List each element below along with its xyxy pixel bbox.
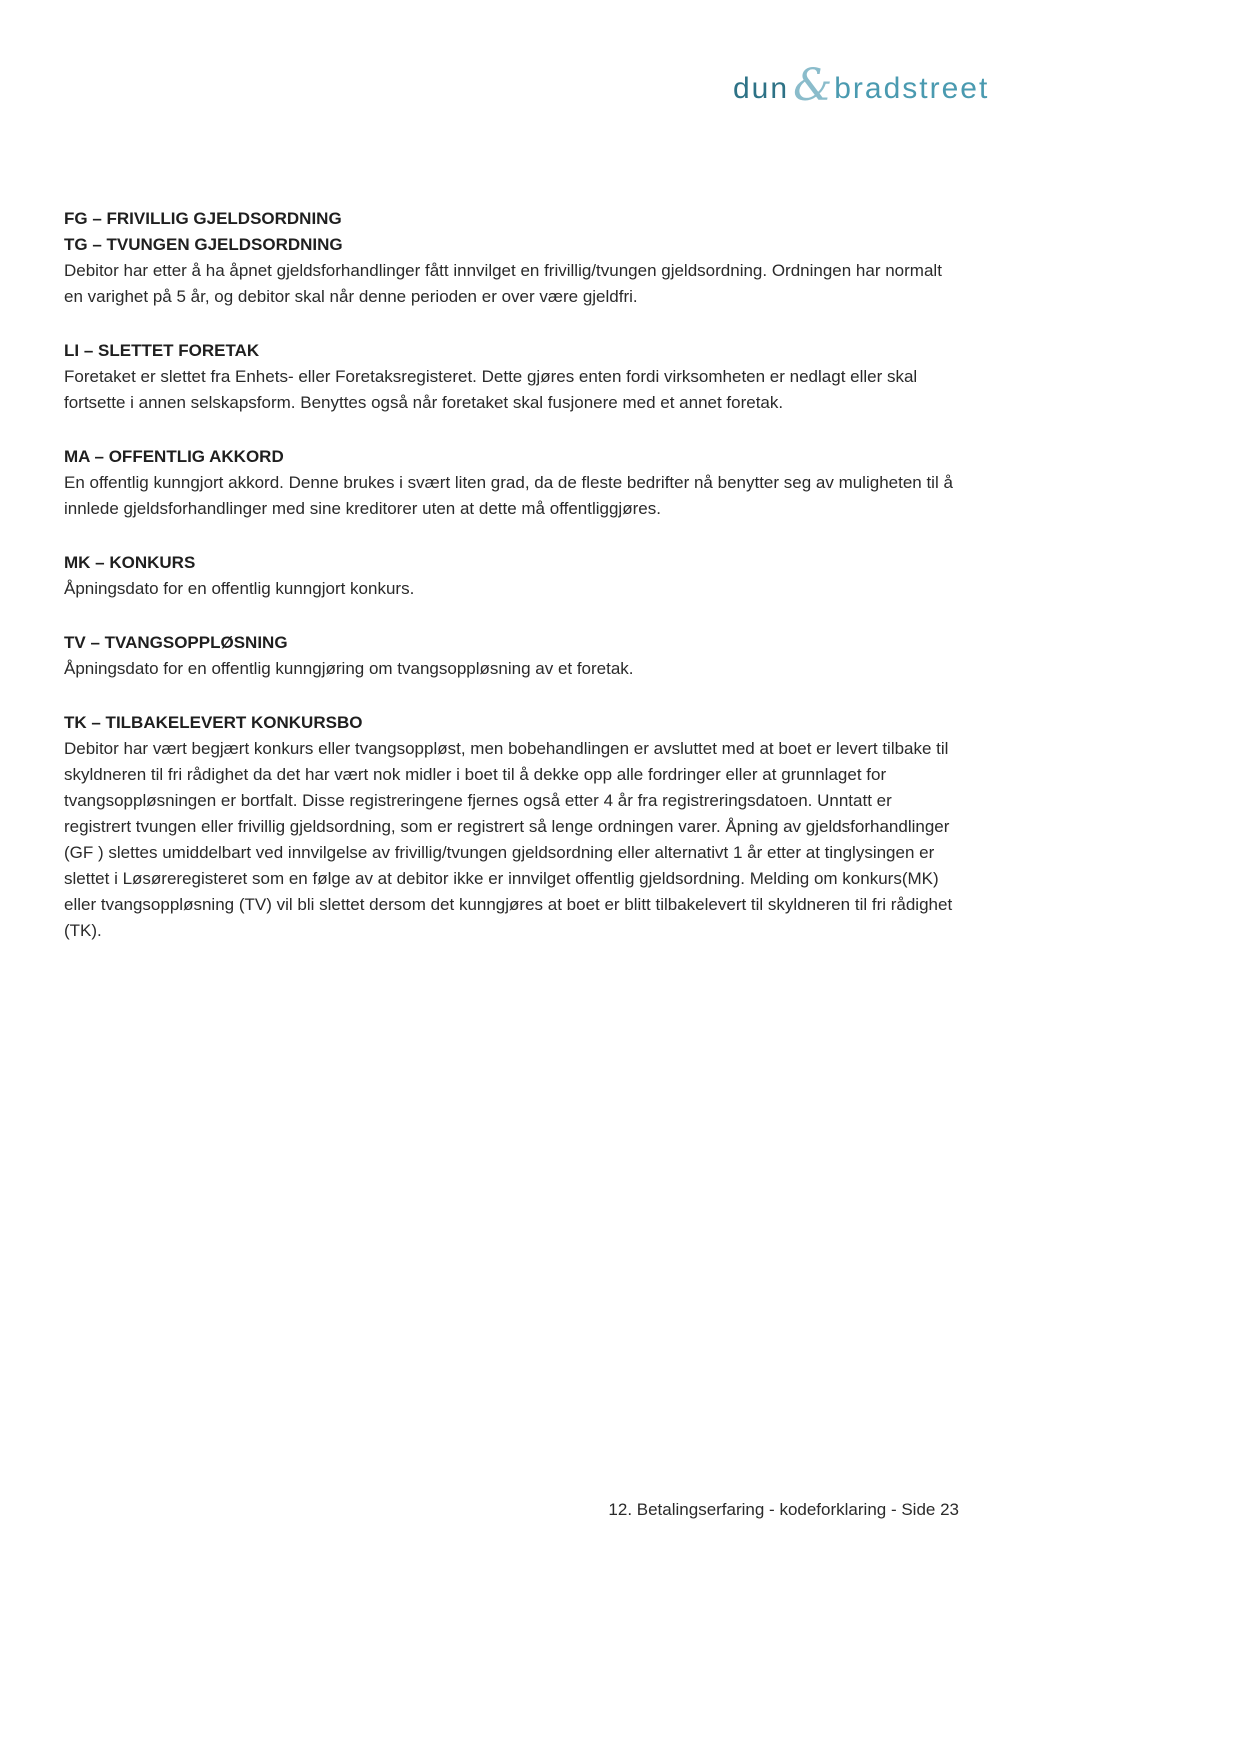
document-content bbox=[64, 206, 959, 972]
page-footer: 12. Betalingserfaring - kodeforklaring - Side 23 bbox=[608, 1500, 959, 1519]
section-body: En offentlig kunngjort akkord. Denne brukes i svært liten grad, da de fleste bedrifter nå benytter seg av muligheten til å innlede gjeldsforhandlinger med sine kreditorer uten at dette må offentliggjøres. bbox=[64, 473, 953, 518]
section-heading-mk: MK – KONKURS bbox=[64, 553, 196, 572]
section-heading-li: LI – SLETTET FORETAK bbox=[64, 341, 260, 360]
logo-word-bradstreet: bradstreet bbox=[834, 72, 990, 105]
code-section-ma bbox=[64, 444, 959, 522]
logo-word-dun: dun bbox=[733, 72, 790, 105]
section-body: Debitor har vært begjært konkurs eller tvangsoppløst, men bobehandlingen er avsluttet med at boet er levert tilbake til skyldneren til fri rådighet da det har vært nok midler i boet til å dekke opp alle fordringer eller at grunnlaget for tvangsoppløsningen er bortfalt. Disse registreringene fjernes også etter 4 år fra registreringsdatoen. Unntatt er registrert tvungen eller frivillig gjeldsordning, som er registrert så lenge ordningen varer. Åpning av gjeldsforhandlinger (GF ) slettes umiddelbart ved innvilgelse av frivillig/tvungen gjeldsordning eller alternativt 1 år etter at tinglysingen er slettet i Løsøreregisteret som en følge av at debitor ikke er innvilget offentlig gjeldsordning. Melding om konkurs(MK) eller tvangsoppløsning (TV) vil bli slettet dersom det kunngjøres at boet er blitt tilbakelevert til skyldneren til fri rådighet (TK). bbox=[64, 739, 953, 940]
section-heading-fg: FG – FRIVILLIG GJELDSORDNING bbox=[64, 209, 342, 228]
section-body: Foretaket er slettet fra Enhets- eller Foretaksregisteret. Dette gjøres enten fordi virksomheten er nedlagt eller skal fortsette i annen selskapsform. Benyttes også når foretaket skal fusjonere med et annet foretak. bbox=[64, 367, 918, 412]
dun-bradstreet-logo: dun & bradstreet bbox=[733, 60, 990, 111]
section-body: Åpningsdato for en offentlig kunngjøring om tvangsoppløsning av et foretak. bbox=[64, 659, 634, 678]
code-section-tk bbox=[64, 710, 959, 944]
code-section-li bbox=[64, 338, 959, 416]
code-section-fg-tg bbox=[64, 206, 959, 310]
code-section-tv bbox=[64, 630, 959, 682]
section-heading-tv: TV – TVANGSOPPLØSNING bbox=[64, 633, 288, 652]
code-section-mk bbox=[64, 550, 959, 602]
section-body: Åpningsdato for en offentlig kunngjort konkurs. bbox=[64, 579, 415, 598]
section-body: Debitor har etter å ha åpnet gjeldsforhandlinger fått innvilget en frivillig/tvungen gjeldsordning. Ordningen har normalt en varighet på 5 år, og debitor skal når denne perioden er over være gjeldfri. bbox=[64, 261, 942, 306]
section-heading-ma: MA – OFFENTLIG AKKORD bbox=[64, 447, 284, 466]
section-heading-tg: TG – TVUNGEN GJELDSORDNING bbox=[64, 235, 343, 254]
section-heading-tk: TK – TILBAKELEVERT KONKURSBO bbox=[64, 713, 363, 732]
